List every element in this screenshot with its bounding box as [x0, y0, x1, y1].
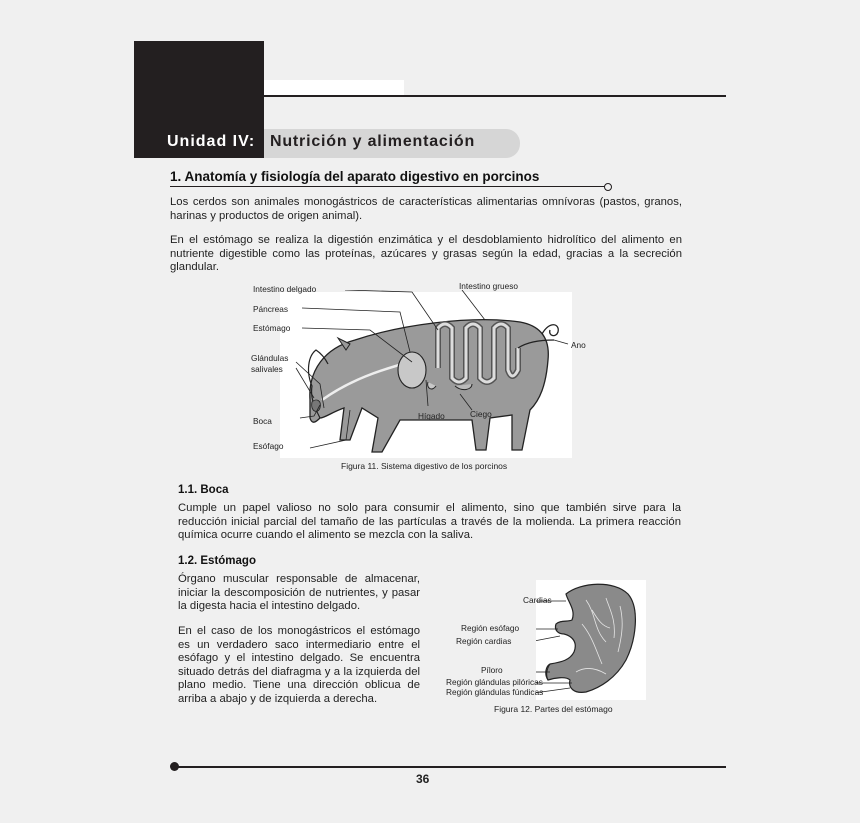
section-heading: 1. Anatomía y fisiología del aparato digestivo en porcinos [170, 169, 540, 184]
label-region-fundica: Región glándulas fúndicas [446, 687, 544, 697]
header-rule [264, 95, 726, 97]
label-intestino-delgado: Intestino delgado [253, 284, 317, 294]
label-region-esofago: Región esófago [461, 623, 520, 633]
label-intestino-grueso: Intestino grueso [459, 281, 519, 291]
section-heading-rule [170, 186, 606, 187]
estomago-heading: 1.2. Estómago [178, 555, 256, 567]
label-boca: Boca [253, 416, 272, 426]
footer-rule [174, 766, 726, 768]
label-higado: Hígado [418, 411, 445, 421]
section-heading-dot [604, 183, 612, 191]
figure-11-caption: Figura 11. Sistema digestivo de los porcinos [341, 461, 508, 471]
estomago-paragraph-2: En el caso de los monogástricos el estómago es un verdadero saco intermediario entre el esófago y el intestino delgado. Se encuentra situado detrás del diafragma y a la izquierda del plano medio. Tiene una dirección oblicua de arriba a abajo y de izquierda a derecha. [178, 625, 420, 705]
boca-paragraph: Cumple un papel valioso no solo para consumir el alimento, sino que también sirve para la reducción inicial parcial del tamaño de las partículas a través de la molienda. La primera reacción química ocurre cuando el alimento se mezcla con la saliva. [178, 502, 681, 541]
figure-12-caption: Figura 12. Partes del estómago [494, 704, 613, 714]
label-pancreas: Páncreas [253, 304, 289, 314]
label-region-cardias: Región cardias [456, 636, 512, 646]
label-estomago: Estómago [253, 323, 291, 333]
label-ciego: Ciego [470, 409, 492, 419]
label-region-pilorica: Región glándulas pilóricas [446, 677, 543, 687]
label-ano: Ano [571, 340, 586, 350]
boca-heading: 1.1. Boca [178, 484, 229, 496]
label-esofago: Esófago [253, 441, 284, 451]
intro-paragraph: Los cerdos son animales monogástricos de características alimentarias omnívoras (pastos, granos, harinas y productos de origen animal). [170, 196, 682, 222]
page-number: 36 [416, 772, 430, 786]
estomago-paragraph-1: Órgano muscular responsable de almacenar, iniciar la descomposición de nutrientes, y pasar la digesta hacia el intestino delgado. [178, 573, 420, 612]
label-salivales: salivales [251, 364, 283, 374]
label-glandulas: Glándulas [251, 353, 289, 363]
label-cardias: Cardias [523, 595, 552, 605]
unit-label: Unidad IV: [167, 133, 256, 150]
digestion-paragraph: En el estómago se realiza la digestión enzimática y el desdoblamiento hidrolítico del alimento en nutriente digestible como las proteínas, azúcares y grasas según la edad, gracias a la secreción glandular. [170, 234, 682, 273]
pig-digestive-diagram [250, 290, 575, 460]
footer-dot [170, 762, 179, 771]
label-piloro: Píloro [481, 665, 503, 675]
stomach-diagram [536, 580, 646, 700]
unit-title: Nutrición y alimentación [270, 133, 476, 150]
header-notch [264, 80, 404, 96]
